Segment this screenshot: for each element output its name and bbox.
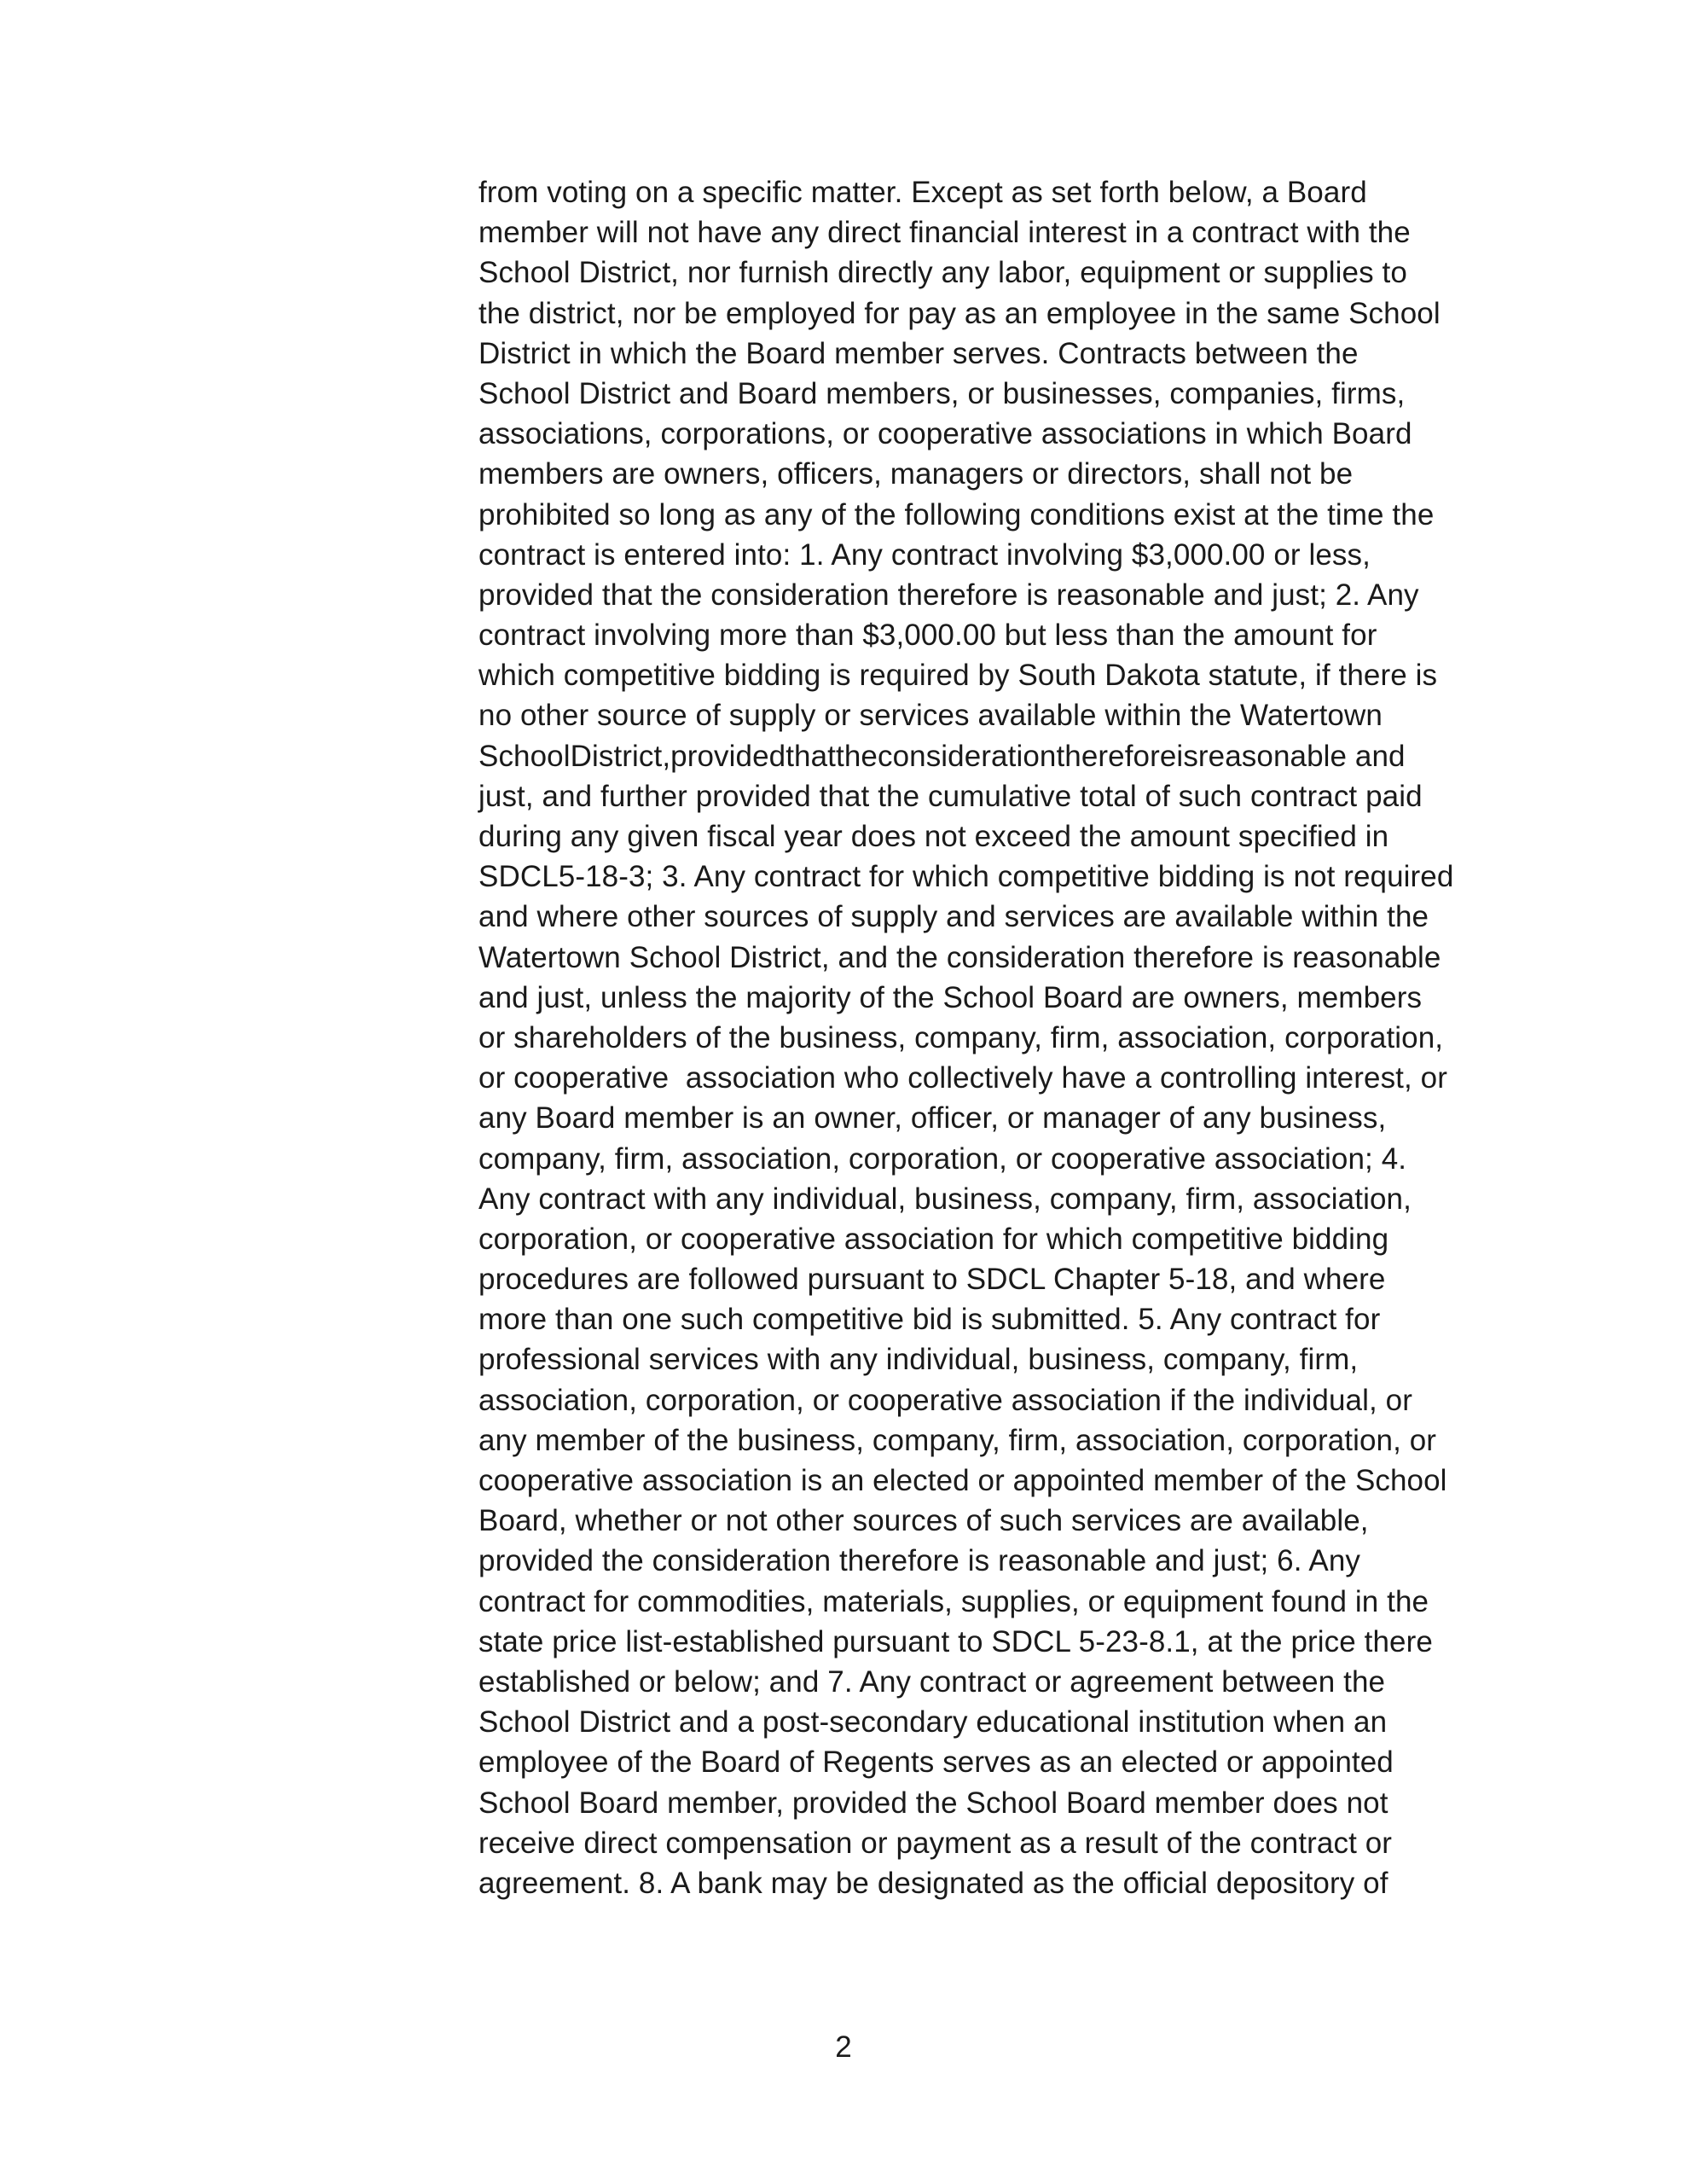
text-line: state price list-established pursuant to SDCL 5-23-8.1, at the price there (478, 1624, 1433, 1658)
text-line: procedures are followed pursuant to SDCL Chapter 5-18, and where (478, 1263, 1386, 1297)
text-line: and just, unless the majority of the School Board are owners, members (478, 980, 1423, 1014)
body-paragraph (478, 172, 1502, 1903)
text-line: contract is entered into: 1. Any contract involving $3,000.00 or less, (478, 537, 1371, 572)
text-line: corporation, or cooperative association for which competitive bidding (478, 1222, 1389, 1256)
text-line: or shareholders of the business, company, firm, association, corporation, (478, 1020, 1444, 1054)
text-line: association, corporation, or cooperative association if the individual, or (478, 1383, 1412, 1417)
text-line: agreement. 8. A bank may be designated as the official depository of (478, 1866, 1388, 1900)
text-line: during any given fiscal year does not exceed the amount specified in (478, 820, 1389, 853)
text-line: Any contract with any individual, business, company, firm, association, (478, 1182, 1412, 1216)
text-line: member will not have any direct financial interest in a contract with the (478, 216, 1411, 250)
text-line: company, firm, association, corporation, or cooperative association; 4. (478, 1141, 1407, 1176)
text-line: and where other sources of supply and services are available within the (478, 900, 1429, 934)
text-line: associations, corporations, or cooperative associations in which Board (478, 417, 1412, 451)
text-line: members are owners, officers, managers or directors, shall not be (478, 457, 1354, 491)
text-line: provided that the consideration therefore is reasonable and just; 2. Any (478, 578, 1419, 612)
text-line: established or below; and 7. Any contract or agreement between the (478, 1664, 1386, 1699)
text-line: provided the consideration therefore is reasonable and just; 6. Any (478, 1544, 1361, 1578)
text-line: receive direct compensation or payment as a result of the contract or (478, 1826, 1393, 1860)
text-line: Board, whether or not other sources of such services are available, (478, 1504, 1369, 1538)
text-line: SDCL5-18-3; 3. Any contract for which competitive bidding is not required (478, 860, 1454, 894)
text-line: from voting on a specific matter. Except as set forth below, a Board (478, 176, 1367, 209)
text-line: just, and further provided that the cumulative total of such contract paid (478, 779, 1423, 813)
text-line: School District and a post-secondary educational institution when an (478, 1705, 1388, 1740)
text-line: or cooperative association who collectively have a controlling interest, or (478, 1061, 1447, 1095)
text-line: cooperative association is an elected or appointed member of the School (478, 1464, 1447, 1497)
text-line: contract for commodities, materials, supplies, or equipment found in the (478, 1584, 1429, 1618)
text-line: contract involving more than $3,000.00 but less than the amount for (478, 619, 1377, 653)
text-line: prohibited so long as any of the following conditions exist at the time the (478, 497, 1435, 531)
text-line: School Board member, provided the School Board member does not (478, 1786, 1388, 1820)
text-line: SchoolDistrict,providedthattheconsiderationthereforeisreasonable and (478, 739, 1406, 773)
text-line: professional services with any individual, business, company, firm, (478, 1343, 1359, 1377)
text-line: more than one such competitive bid is submitted. 5. Any contract for (478, 1303, 1381, 1337)
text-line: any member of the business, company, firm, association, corporation, or (478, 1423, 1437, 1457)
text-line: School District, nor furnish directly any labor, equipment or supplies to (478, 256, 1407, 290)
text-line: which competitive bidding is required by South Dakota statute, if there is (478, 659, 1438, 693)
text-line: School District and Board members, or businesses, companies, firms, (478, 376, 1406, 410)
text-line: the district, nor be employed for pay as an employee in the same School (478, 296, 1441, 330)
text-line: employee of the Board of Regents serves as an elected or appointed (478, 1745, 1394, 1780)
page-number: 2 (835, 2030, 852, 2064)
text-line: District in which the Board member serves. Contracts between the (478, 336, 1359, 370)
text-line: Watertown School District, and the consideration therefore is reasonable (478, 940, 1441, 974)
text-line: any Board member is an owner, officer, or manager of any business, (478, 1101, 1387, 1136)
text-line: no other source of supply or services available within the Watertown (478, 699, 1383, 733)
